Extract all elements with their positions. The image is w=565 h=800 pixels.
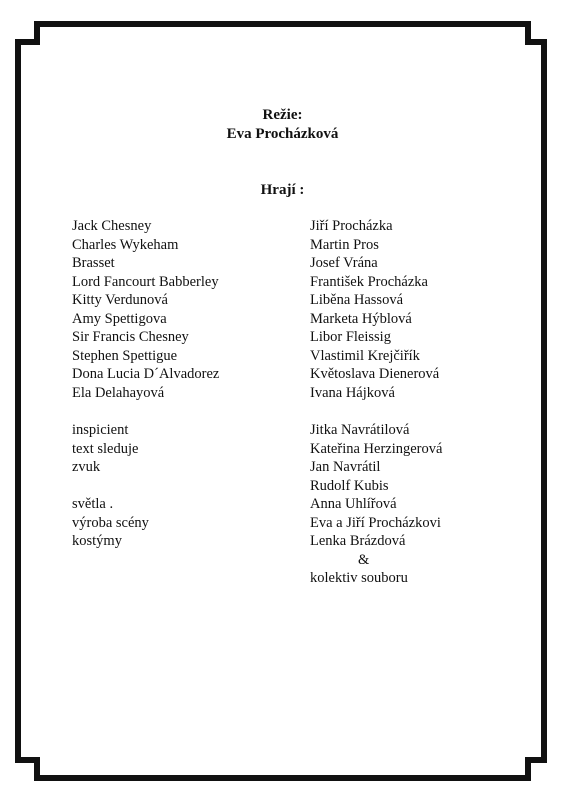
cast-actor: Josef Vrána	[310, 255, 378, 271]
crew-role: inspicient	[72, 422, 129, 438]
cast-actor: Liběna Hassová	[310, 292, 404, 308]
cast-actor: Ivana Hájková	[310, 384, 395, 401]
crew-role	[72, 569, 149, 588]
cast-heading: Hrají :	[260, 182, 305, 198]
crew-person: kolektiv souboru	[310, 570, 408, 586]
crew-person-ampersand: &	[358, 551, 370, 568]
crew-role: kostýmy	[72, 533, 122, 549]
cast-actor: Marketa Hýblová	[310, 310, 412, 327]
crew-role: výroba scény	[72, 514, 149, 531]
cast-role: Charles Wykeham	[72, 236, 179, 253]
cast-role: Ela Delahayová	[72, 384, 165, 401]
crew-person: Jan Navrátil	[310, 459, 381, 475]
crew-person: Lenka Brázdová	[310, 533, 406, 549]
cast-role: Jack Chesney	[72, 218, 152, 234]
crew-persons-column	[310, 421, 442, 588]
crew-roles-column	[72, 421, 149, 588]
crew-person: Jitka Navrátilová	[310, 422, 410, 438]
cast-role: Brasset	[72, 255, 115, 271]
cast-actor: Martin Pros	[310, 236, 379, 253]
crew-person: Kateřina Herzingerová	[310, 440, 443, 457]
crew-role: text sleduje	[72, 440, 139, 457]
crew-person: Eva a Jiří Procházkovi	[310, 514, 441, 531]
cast-actor: Vlastimil Krejčiřík	[310, 347, 420, 364]
crew-role: světla .	[72, 496, 114, 512]
cast-roles-column	[72, 217, 219, 402]
direction-label: Režie:	[262, 107, 303, 123]
crew-role	[72, 477, 149, 496]
cast-actor: Jiří Procházka	[310, 218, 393, 234]
cast-actor: Libor Fleissig	[310, 329, 391, 345]
cast-role: Dona Lucia D´Alvadorez	[72, 366, 220, 382]
crew-role: zvuk	[72, 459, 101, 475]
cast-role: Kitty Verdunová	[72, 292, 168, 308]
cast-role: Stephen Spettigue	[72, 347, 178, 364]
cast-actor: Květoslava Dienerová	[310, 366, 440, 382]
cast-actor: František Procházka	[310, 273, 428, 290]
cast-actors-column	[310, 217, 439, 402]
cast-role: Sir Francis Chesney	[72, 329, 189, 345]
director-name: Eva Procházková	[226, 126, 339, 142]
cast-role: Lord Fancourt Babberley	[72, 273, 219, 290]
crew-person: Anna Uhlířová	[310, 496, 397, 512]
cast-role: Amy Spettigova	[72, 310, 167, 327]
crew-person: Rudolf Kubis	[310, 477, 389, 494]
crew-role	[72, 551, 149, 570]
